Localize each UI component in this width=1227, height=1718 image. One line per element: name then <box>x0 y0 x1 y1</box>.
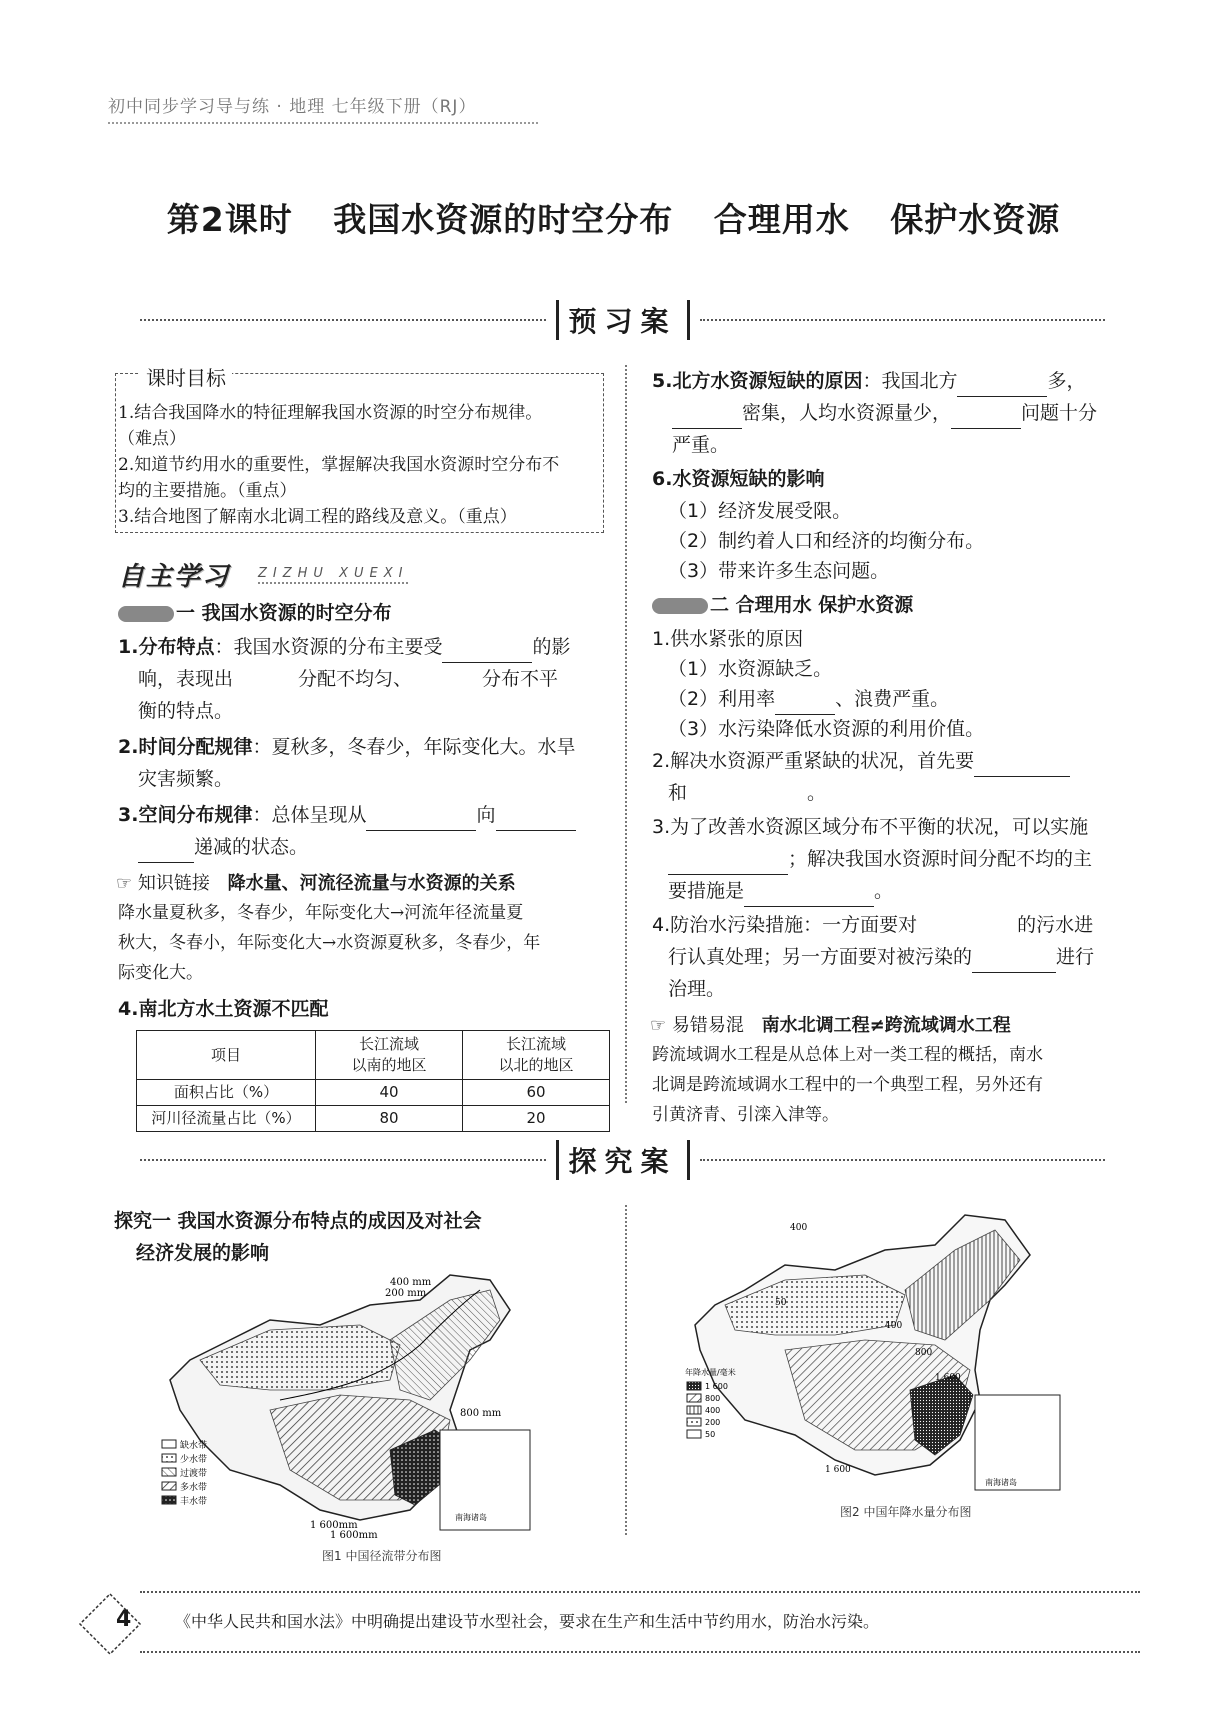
q5-text: 问题十分 <box>1021 402 1098 424</box>
q6-line: （1）经济发展受限。 <box>668 500 852 522</box>
num: 4. <box>118 998 139 1020</box>
lesson-title-part1: 第2课时 <box>166 200 293 239</box>
divider-line <box>140 1159 546 1161</box>
q5-cont <box>672 398 1152 429</box>
confuse-label: 易错易混 <box>671 1015 744 1036</box>
goal-line: 均的主要措施。（重点） <box>118 481 297 501</box>
goal-line: （难点） <box>118 429 186 449</box>
footer-rule <box>140 1591 1140 1593</box>
water-land-table <box>136 1030 610 1132</box>
r4-text: 进行 <box>1056 946 1095 968</box>
lesson-title <box>0 194 1227 241</box>
page-number-diamond-icon <box>78 1592 142 1656</box>
r2 <box>652 746 1152 777</box>
q5-text: 密集，人均水资源量少， <box>742 402 952 424</box>
inset-label: 南海诸岛 <box>985 1478 1017 1487</box>
legend-label: 800 <box>705 1394 721 1403</box>
legend-label: 缺水带 <box>180 1441 208 1451</box>
topic2-heading-text: 二 合理用水 保护水资源 <box>710 594 914 616</box>
r4-text: 的污水进 <box>1017 914 1094 936</box>
goal-line: 1.结合我国降水的特征理解我国水资源的时空分布规律。 <box>118 403 543 423</box>
iso-label: 1 600 <box>825 1465 851 1475</box>
r2-text: 和 <box>668 782 688 804</box>
knowledge-link-line: 际变化大。 <box>118 963 203 983</box>
p1-text: 分布不平 <box>482 668 559 690</box>
topic1-p1-end: 衡的特点。 <box>138 700 234 722</box>
table-cell: 60 <box>463 1080 610 1106</box>
table-caption-text: 南北方水土资源不匹配 <box>138 998 329 1020</box>
map1-caption: 图1 中国径流带分布图 <box>322 1549 442 1563</box>
header-north: 长江流域 以北的地区 <box>498 1035 574 1074</box>
south-china-sea-inset <box>975 1395 1060 1490</box>
r4-text: 4.防治水污染措施：一方面要对 <box>652 914 918 936</box>
header-south: 长江流域 以南的地区 <box>351 1035 427 1074</box>
table-cell: 40 <box>316 1080 463 1106</box>
p1-text: 响，表现出 <box>138 668 234 690</box>
r3: 3.为了改善水资源区域分布不平衡的状况，可以实施 <box>652 816 1089 838</box>
topic1-heading-text: 一 我国水资源的时空分布 <box>176 602 392 624</box>
legend-label: 多水带 <box>180 1483 208 1493</box>
topic1-heading <box>118 598 392 629</box>
r4-text: 行认真处理；另一方面要对被污染的 <box>668 946 973 968</box>
q6-line: （3）带来许多生态问题。 <box>668 560 890 582</box>
fill-blank[interactable] <box>744 884 874 907</box>
num: 1. <box>118 636 139 658</box>
dry-zone <box>200 1325 400 1390</box>
q6 <box>652 464 824 495</box>
confuse-line: 引黄济青、引滦入津等。 <box>652 1105 839 1125</box>
q5-text: ：我国北方 <box>862 370 958 392</box>
divider-line <box>700 319 1106 321</box>
table-cell: 80 <box>316 1106 463 1132</box>
goal-line: 3.结合地图了解南水北调工程的路线及意义。（重点） <box>118 507 517 527</box>
map2-caption: 图2 中国年降水量分布图 <box>840 1505 972 1519</box>
legend-label: 少水带 <box>180 1455 208 1465</box>
r1-line: （1）水资源缺乏。 <box>668 658 833 680</box>
hand-pointer-icon: ☞ <box>116 873 133 894</box>
goal-line: 2.知道节约用水的重要性，掌握解决我国水资源时空分布不 <box>118 455 560 475</box>
r1-text: （2）利用率 <box>668 688 776 710</box>
fill-blank[interactable] <box>972 950 1056 973</box>
r3-cont <box>668 844 1148 875</box>
confuse-heading <box>650 1010 1011 1041</box>
iso-label: 400 mm <box>390 1277 432 1288</box>
table-row <box>137 1080 610 1106</box>
topic1-p3 <box>118 800 608 831</box>
legend-label: 1 600 <box>705 1382 728 1391</box>
p3-text: 向 <box>476 804 496 826</box>
knowledge-link-heading <box>116 868 516 899</box>
lesson-title-part4: 保护水资源 <box>890 200 1061 239</box>
knowledge-link-title: 降水量、河流径流量与水资源的关系 <box>227 873 516 894</box>
r1-line: （3）水污染降低水资源的利用价值。 <box>668 718 985 740</box>
r4 <box>652 910 1152 941</box>
p1-text: 分配不均匀、 <box>298 668 413 690</box>
topic-pill-icon <box>118 606 174 622</box>
map1-legend <box>162 1439 207 1507</box>
fill-blank[interactable] <box>775 692 835 715</box>
fill-blank[interactable] <box>138 840 194 863</box>
explore-heading-line1: 探究一 我国水资源分布特点的成因及对社会 <box>114 1210 482 1232</box>
running-header: 初中同步学习导与练 · 地理 七年级下册（RJ） <box>108 97 477 117</box>
num: 5. <box>652 370 673 392</box>
r3-text: ；解决我国水资源时间分配不均的主 <box>788 848 1093 870</box>
goals-title: 课时目标 <box>140 362 232 391</box>
legend-label: 400 <box>705 1406 721 1415</box>
self-study-pinyin: ZIZHU XUEXI <box>258 566 409 581</box>
table-header-cell <box>463 1031 610 1080</box>
num: 2. <box>118 736 139 758</box>
fill-blank[interactable] <box>957 374 1047 397</box>
iso-label: 200 mm <box>385 1288 427 1299</box>
r2-text: 。 <box>807 782 827 804</box>
table-cell: 面积占比（%） <box>137 1080 316 1106</box>
r1-line <box>668 684 949 715</box>
knowledge-link-label: 知识链接 <box>137 873 210 894</box>
p1-key: 分布特点 <box>138 636 215 658</box>
lesson-title-part3: 合理用水 <box>713 200 850 239</box>
p3-text: ：总体呈现从 <box>252 804 367 826</box>
hand-pointer-icon: ☞ <box>650 1015 667 1036</box>
q6-key: 水资源短缺的影响 <box>672 468 825 490</box>
topic1-p3-cont <box>138 832 308 863</box>
fill-blank[interactable] <box>672 406 742 429</box>
fill-blank[interactable] <box>366 808 476 831</box>
column-separator <box>625 365 627 1103</box>
explore-heading-line2: 经济发展的影响 <box>136 1242 270 1264</box>
topic1-p1-cont <box>138 664 608 695</box>
section-divider-explore <box>140 1140 1105 1180</box>
iso-label: 1 600mm <box>330 1530 378 1540</box>
fill-blank[interactable] <box>442 640 532 663</box>
r4-end: 治理。 <box>668 978 726 1000</box>
fill-blank[interactable] <box>974 754 1070 777</box>
confuse-title: 南水北调工程≠跨流域调水工程 <box>761 1015 1011 1036</box>
iso-label: 800 mm <box>460 1408 502 1419</box>
fill-blank[interactable] <box>496 808 576 831</box>
table-cell: 20 <box>463 1106 610 1132</box>
r1: 1.供水紧张的原因 <box>652 628 804 650</box>
confuse-line: 北调是跨流域调水工程中的一个典型工程，另外还有 <box>652 1075 1043 1095</box>
q5 <box>652 366 1152 397</box>
r3-text: 。 <box>874 880 894 902</box>
section-label-explore: 探究案 <box>556 1140 690 1180</box>
r2-text: 2.解决水资源严重紧缺的状况，首先要 <box>652 750 975 772</box>
knowledge-link-line: 秋大，冬春小，年际变化大→水资源夏秋多，冬春少，年 <box>118 933 541 953</box>
legend-label: 丰水带 <box>180 1497 208 1507</box>
topic1-p1 <box>118 632 608 663</box>
iso-label: 50 <box>775 1298 787 1308</box>
topic1-p2-cont: 灾害频繁。 <box>138 768 234 790</box>
footer-note: 《中华人民共和国水法》中明确提出建设节水型社会，要求在生产和生活中节约用水，防治水污染。 <box>175 1612 880 1631</box>
desert-zone <box>725 1275 905 1335</box>
q5-key: 北方水资源短缺的原因 <box>672 370 863 392</box>
legend-label: 200 <box>705 1418 721 1427</box>
topic2-heading <box>652 590 913 621</box>
self-study-rule <box>258 582 408 584</box>
table-cell: 河川径流量占比（%） <box>137 1106 316 1132</box>
inset-label: 南海诸岛 <box>455 1513 487 1522</box>
table-header-cell: 项目 <box>137 1031 316 1080</box>
p2-key: 时间分配规律 <box>138 736 253 758</box>
divider-line <box>140 319 546 321</box>
iso-label: 400 <box>885 1321 903 1331</box>
very-humid-zone <box>910 1375 973 1455</box>
runoff-zone-map <box>160 1270 580 1540</box>
r3-end <box>668 876 893 907</box>
knowledge-link-line: 降水量夏秋多，冬春少，年际变化大→河流年径流量夏 <box>118 903 524 923</box>
num: 3. <box>118 804 139 826</box>
p3-key: 空间分布规律 <box>138 804 253 826</box>
footer-rule <box>140 1651 1140 1653</box>
iso-label: 400 <box>790 1223 808 1233</box>
q6-line: （2）制约着人口和经济的均衡分布。 <box>668 530 985 552</box>
legend-label: 50 <box>705 1430 716 1439</box>
lesson-title-part2: 我国水资源的时空分布 <box>333 200 674 239</box>
r4-cont <box>668 942 1148 973</box>
page-number: 4 <box>116 1607 132 1632</box>
legend-title: 年降水量/毫米 <box>685 1368 736 1377</box>
p3-text: 递减的状态。 <box>194 836 309 858</box>
table-caption <box>118 994 328 1025</box>
r3-text: 要措施是 <box>668 880 745 902</box>
iso-label: 800 <box>915 1348 933 1358</box>
table-header-row <box>137 1031 610 1080</box>
self-study-title: 自主学习 <box>118 562 231 592</box>
iso-label: 1 600 <box>935 1373 961 1383</box>
r2-cont <box>668 778 826 809</box>
table-header-cell <box>316 1031 463 1080</box>
table-row <box>137 1106 610 1132</box>
divider-line <box>700 1159 1106 1161</box>
iso-label: 1 600mm <box>310 1520 358 1531</box>
p2-text: ：夏秋多，冬春少，年际变化大。水旱 <box>252 736 576 758</box>
precipitation-map <box>685 1210 1095 1500</box>
topic-pill-icon <box>652 598 708 614</box>
header-rule <box>108 122 538 124</box>
legend-label: 过渡带 <box>180 1469 208 1479</box>
fill-blank[interactable] <box>951 406 1021 429</box>
topic1-p2 <box>118 732 608 763</box>
confuse-line: 跨流域调水工程是从总体上对一类工程的概括，南水 <box>652 1045 1043 1065</box>
q5-end: 严重。 <box>672 434 730 456</box>
p1-text: ：我国水资源的分布主要受 <box>214 636 443 658</box>
q5-text: 多， <box>1047 370 1086 392</box>
r1-text: 、浪费严重。 <box>835 688 950 710</box>
fill-blank[interactable] <box>668 852 788 875</box>
num: 6. <box>652 468 673 490</box>
column-separator <box>625 1205 627 1535</box>
section-divider-preview <box>140 300 1105 340</box>
section-label-preview: 预习案 <box>556 300 690 340</box>
p1-text: 的影 <box>532 636 571 658</box>
